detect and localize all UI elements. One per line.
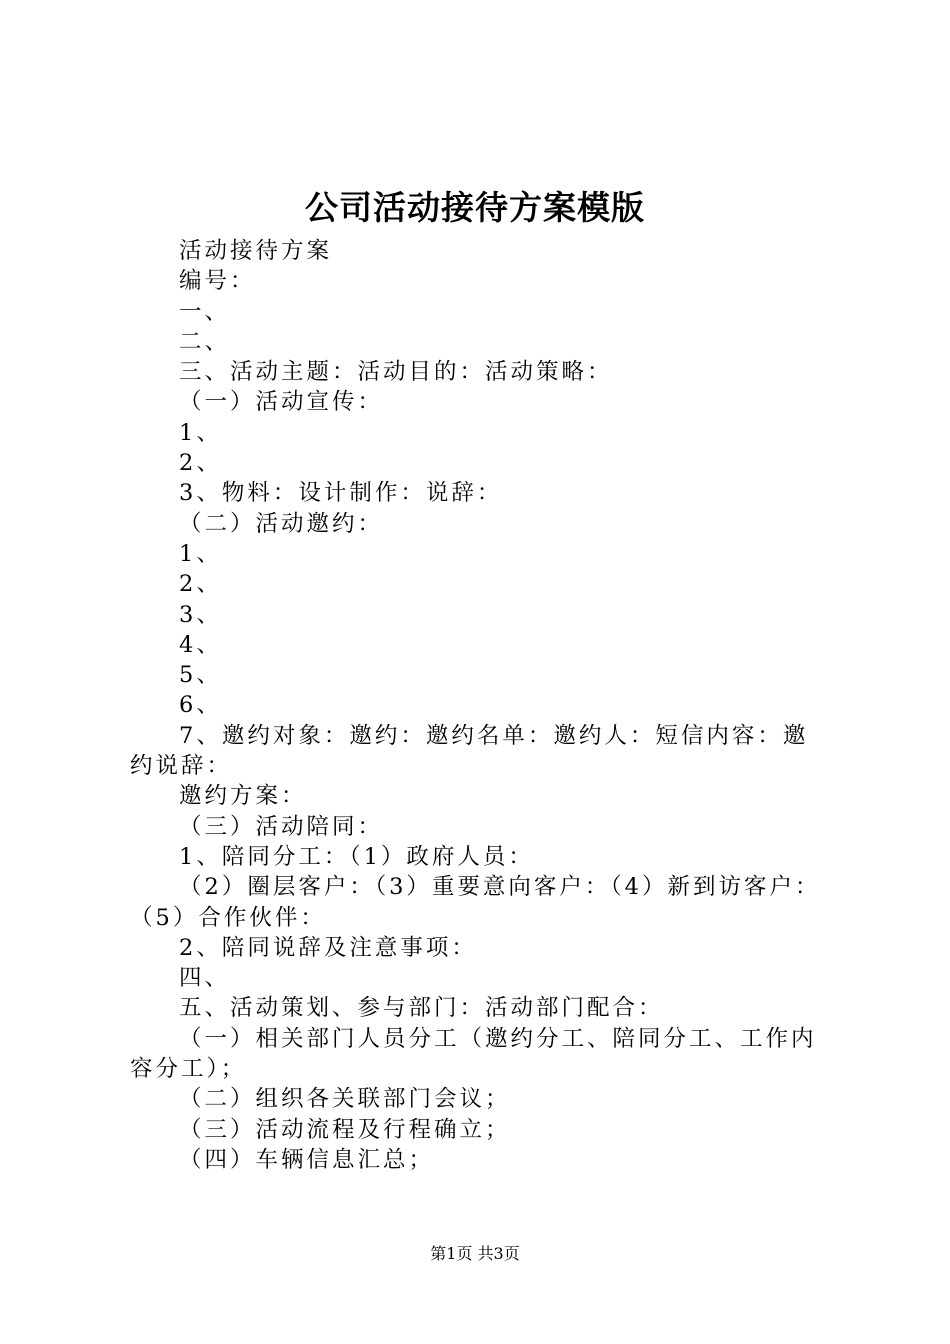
paragraph: （三）活动流程及行程确立； [179, 1116, 511, 1143]
paragraph: 7、邀约对象：邀约：邀约名单：邀约人：短信内容：邀约说辞： [130, 722, 809, 780]
paragraph: 1、陪同分工：（1）政府人员： [179, 843, 534, 870]
paragraph: 1、 [179, 540, 222, 567]
paragraph: （四）车辆信息汇总； [179, 1146, 435, 1173]
paragraph: 活动接待方案 [179, 238, 333, 264]
paragraph: （2）圈层客户：（3）重要意向客户：（4）新到访客户：（5）合作伙伴： [130, 874, 821, 931]
paragraph: 5、 [179, 662, 222, 689]
paragraph: 一、 [179, 298, 231, 325]
paragraph: 三、活动主题：活动目的：活动策略： [179, 359, 613, 386]
paragraph: （三）活动陪同： [179, 813, 384, 840]
paragraph: 3、物料：设计制作：说辞： [179, 480, 503, 507]
paragraph: （二）活动邀约： [179, 510, 384, 537]
paragraph: 1、 [179, 419, 222, 446]
paragraph: 邀约方案： [179, 783, 307, 810]
paragraph: 2、陪同说辞及注意事项： [179, 934, 477, 961]
paragraph: （一）活动宣传： [179, 389, 384, 416]
paragraph: 3、 [179, 601, 222, 628]
paragraph: 2、 [179, 450, 222, 477]
paragraph: （一）相关部门人员分工（邀约分工、陪同分工、工作内容分工）； [130, 1025, 817, 1083]
paragraph: 四、 [179, 965, 231, 992]
paragraph: 编号： [179, 268, 256, 295]
paragraph: 4、 [179, 631, 222, 658]
paragraph: 五、活动策划、参与部门：活动部门配合： [179, 995, 664, 1022]
document-body [130, 236, 830, 1175]
paragraph: 2、 [179, 571, 222, 598]
paragraph: 6、 [179, 692, 222, 719]
paragraph: （二）组织各关联部门会议； [179, 1086, 511, 1113]
page-footer: 第1页 共3页 [430, 1244, 520, 1263]
document-title: 公司活动接待方案模版 [305, 188, 645, 227]
paragraph: 二、 [179, 328, 231, 355]
